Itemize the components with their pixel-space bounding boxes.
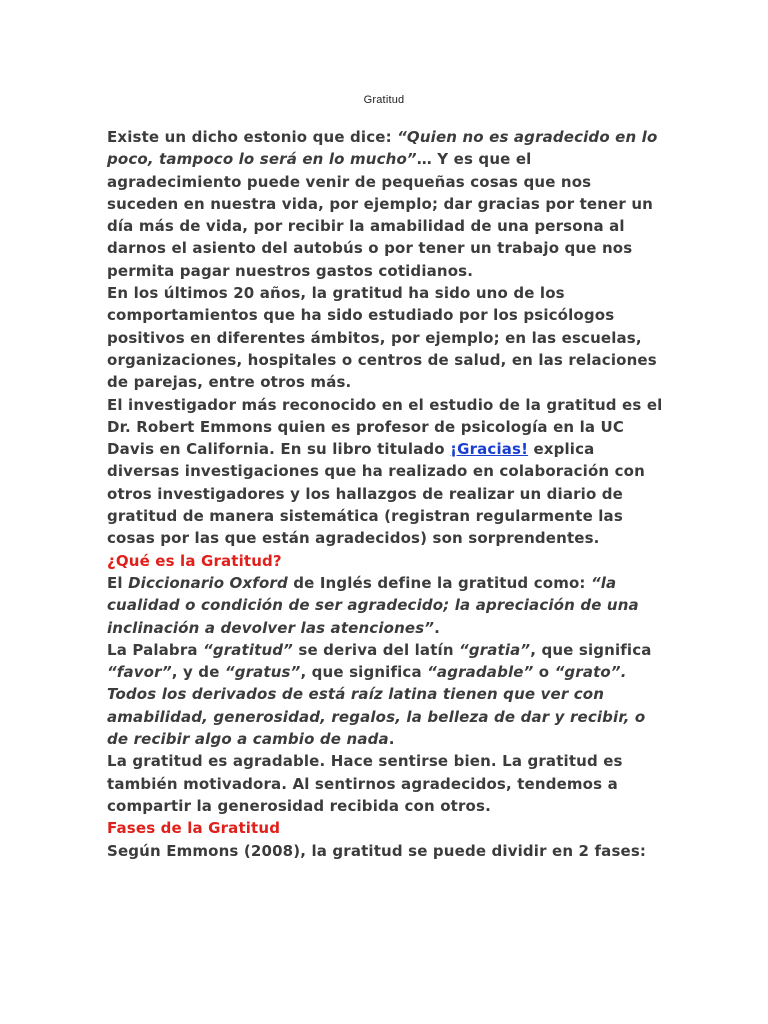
paragraph-oxford-text-c: .: [434, 618, 440, 637]
oxford-dictionary-name: Diccionario Oxford: [128, 573, 288, 592]
paragraph-emmons-text-b: explica diversas investigaciones que ha realizado en colaboración con otros investigadores y los hallazgos de realizar un diario de gratitud de manera sistemática (registran regularmente las cosas por las que están agradecidos) son sorprendentes.: [107, 440, 645, 548]
paragraph-motivation: La gratitud es agradable. Hace sentirse bien. La gratitud es también motivadora. Al sentirnos agradecidos, tendemos a compartir la generosidad recibida con otros.: [107, 752, 623, 815]
etymology-text-d: , y de: [171, 663, 225, 682]
paragraph-oxford-text-b: de Inglés define la gratitud como:: [287, 573, 591, 592]
word-agradable: “agradable”: [427, 663, 534, 682]
paragraph-emmons: [107, 394, 667, 550]
etymology-text-b: se deriva del latín: [293, 640, 460, 659]
etymology-text-f: o: [533, 663, 555, 682]
oxford-definition-quote: “la cualidad o condición de ser agradecido; la apreciación de una inclinación a devolver las atenciones”: [107, 573, 639, 637]
etymology-latin-root-text: . Todos los derivados de está raíz latina tienen que ver con amabilidad, generosidad, regalos, la belleza de dar y recibir, o de recibir algo a cambio de nada: [107, 663, 646, 749]
word-favor: “favor”: [107, 663, 172, 682]
paragraph-emmons-text-a: El investigador más reconocido en el estudio de la gratitud es el Dr. Robert Emmons quien es profesor de psicología en la UC Davis en California. En su libro titulado: [107, 395, 663, 459]
heading-que-es-la-gratitud: ¿Qué es la Gratitud?: [107, 551, 282, 570]
paragraph-oxford-definition: [107, 572, 667, 639]
heading-fases-de-la-gratitud: Fases de la Gratitud: [107, 819, 281, 838]
gracias-book-link[interactable]: ¡Gracias!: [450, 440, 529, 459]
etymology-text-end: .: [388, 730, 395, 749]
paragraph-intro-text-b: … Y es que el agradecimiento puede venir de pequeñas cosas que nos suceden en nuestra vida, por ejemplo; dar gracias por tener un día más de vida, por recibir la amabilidad de una persona al darnos el asiento del autobús o por tener un trabajo que nos permita pagar nuestros gastos cotidianos.: [107, 150, 653, 280]
paragraph-etymology: [107, 639, 667, 750]
word-grato: “grato”: [554, 663, 621, 682]
document-body: [107, 126, 667, 862]
paragraph-oxford-text-a: El: [107, 573, 129, 592]
etymology-text-a: La Palabra: [107, 640, 204, 659]
paragraph-intro: [107, 126, 667, 282]
estonian-saying-quote: “Quien no es agradecido en lo poco, tampoco lo será en lo mucho”: [107, 128, 658, 169]
word-gratus: “gratus”: [224, 663, 301, 682]
paragraph-phases: Según Emmons (2008), la gratitud se puede dividir en 2 fases:: [107, 841, 647, 860]
paragraph-research: En los últimos 20 años, la gratitud ha sido uno de los comportamientos que ha sido estudiado por los psicólogos positivos en diferentes ámbitos, por ejemplo; en las escuelas, organizaciones, hospitales o centros de salud, en las relaciones de parejas, entre otros más.: [107, 284, 657, 392]
document-title: Gratitud: [363, 94, 405, 106]
etymology-text-e: , que significa: [300, 663, 428, 682]
etymology-text-c: , que significa: [530, 640, 652, 659]
paragraph-intro-text-a: Existe un dicho estonio que dice:: [107, 128, 398, 146]
word-gratia: “gratia”: [459, 640, 531, 659]
word-gratitud: “gratitud”: [203, 640, 293, 659]
